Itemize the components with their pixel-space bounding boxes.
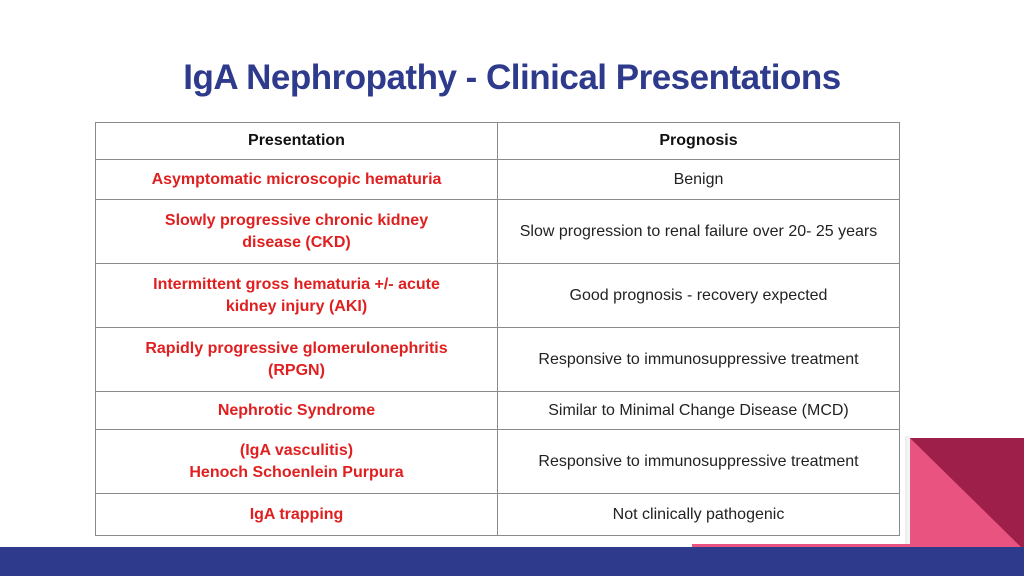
table-row	[96, 160, 900, 200]
prognosis-cell: Responsive to immunosuppressive treatment	[498, 430, 900, 494]
slide-title: IgA Nephropathy - Clinical Presentations	[183, 58, 841, 97]
presentation-cell	[96, 264, 498, 328]
table-row	[96, 494, 900, 536]
table-row	[96, 264, 900, 328]
prognosis-cell: Benign	[498, 160, 900, 200]
table-row	[96, 430, 900, 494]
presentation-text: (IgA vasculitis)	[239, 441, 354, 459]
presentation-text: Rapidly progressive glomerulonephritis	[145, 339, 448, 357]
table-row	[96, 200, 900, 264]
bottom-bar	[0, 547, 1024, 576]
header-prognosis: Prognosis	[498, 123, 900, 160]
table-row	[96, 392, 900, 430]
presentation-text: Nephrotic Syndrome	[217, 401, 376, 419]
presentation-text: (RPGN)	[268, 361, 325, 379]
prognosis-cell: Slow progression to renal failure over 20- 25 years	[498, 200, 900, 264]
presentation-text: Intermittent gross hematuria +/- acute	[153, 275, 440, 293]
presentation-text: kidney injury (AKI)	[225, 297, 368, 315]
presentation-cell	[96, 430, 498, 494]
presentation-cell	[96, 328, 498, 392]
presentation-text: Slowly progressive chronic kidney	[164, 211, 429, 229]
table-header-row	[96, 123, 900, 160]
presentation-text: Henoch Schoenlein Purpura	[189, 463, 404, 481]
presentation-cell	[96, 200, 498, 264]
presentation-cell	[96, 494, 498, 536]
header-presentation: Presentation	[96, 123, 498, 160]
prognosis-cell: Similar to Minimal Change Disease (MCD)	[498, 392, 900, 430]
prognosis-cell: Responsive to immunosuppressive treatment	[498, 328, 900, 392]
presentation-text: Asymptomatic microscopic hematuria	[151, 170, 442, 188]
presentation-text: IgA trapping	[249, 505, 344, 523]
presentation-text: disease (CKD)	[242, 233, 351, 251]
presentation-cell	[96, 392, 498, 430]
table-row	[96, 328, 900, 392]
prognosis-cell: Not clinically pathogenic	[498, 494, 900, 536]
prognosis-cell: Good prognosis - recovery expected	[498, 264, 900, 328]
presentation-cell	[96, 160, 498, 200]
presentations-table	[95, 122, 900, 536]
